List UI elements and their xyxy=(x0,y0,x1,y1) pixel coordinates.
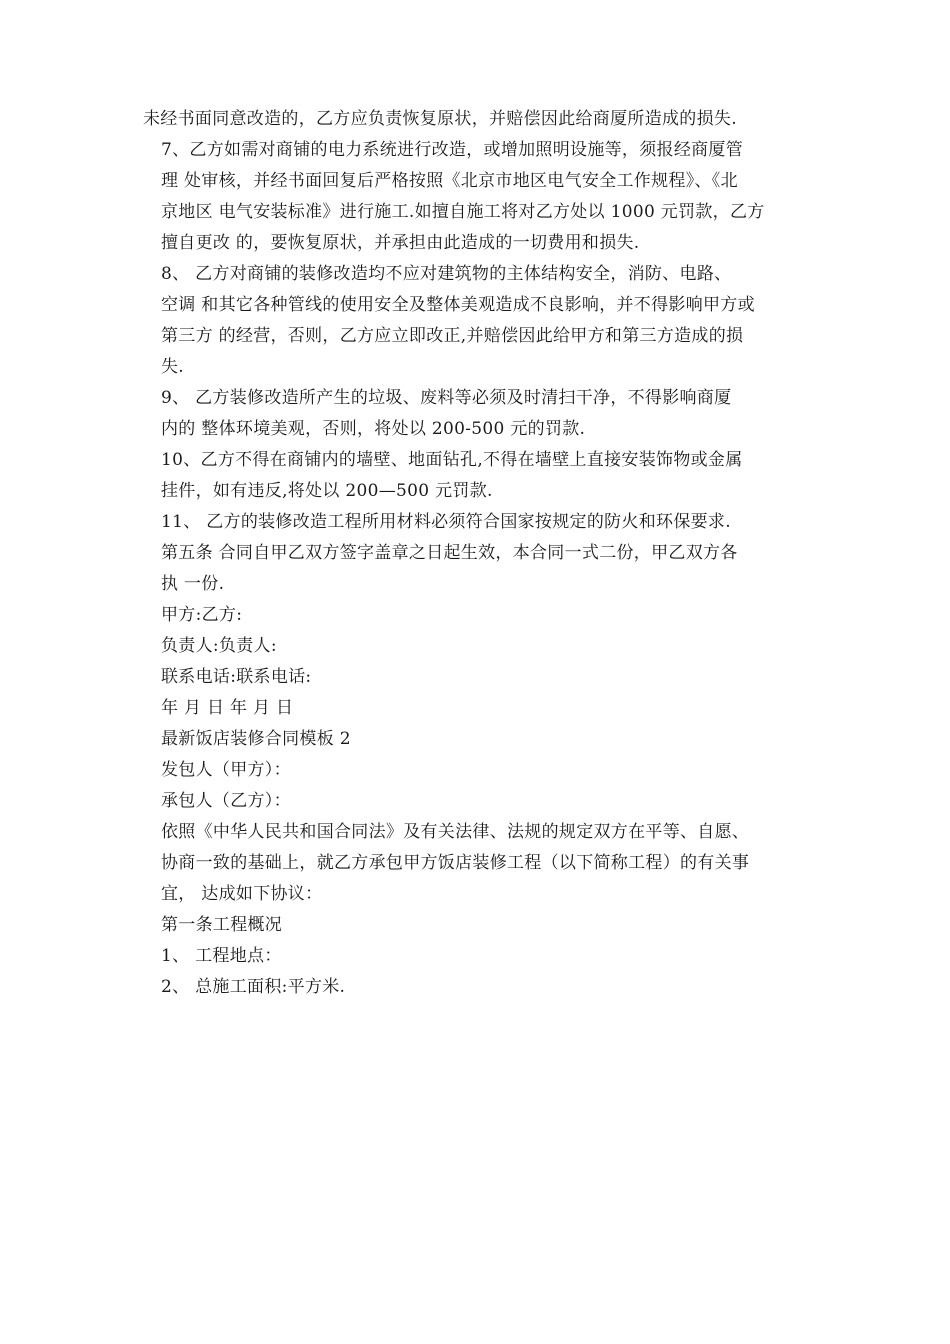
text-line: 挂件，如有违反,将处以 200—500 元罚款. xyxy=(161,481,493,501)
text-line: 甲方:乙方: xyxy=(161,605,243,625)
document-body xyxy=(143,104,819,1003)
text-line: 失. xyxy=(161,357,185,377)
paragraph xyxy=(143,817,819,910)
paragraph xyxy=(143,104,819,135)
paragraph xyxy=(143,135,819,259)
paragraph xyxy=(143,383,819,445)
text-line: 理 处审核，并经书面回复后严格按照《北京市地区电气安全工作规程》、《北 xyxy=(161,171,738,191)
text-line: 第五条 合同自甲乙双方签字盖章之日起生效，本合同一式二份，甲乙双方各 xyxy=(161,543,738,563)
text-line: 负责人:负责人: xyxy=(161,636,277,656)
text-line: 10、乙方不得在商铺内的墙壁、地面钻孔,不得在墙壁上直接安装饰物或金属 xyxy=(161,450,743,470)
text-line: 协商一致的基础上，就乙方承包甲方饭店装修工程（以下简称工程）的有关事 xyxy=(161,853,750,873)
paragraph xyxy=(143,538,819,600)
paragraph xyxy=(143,755,819,786)
text-line: 依照《中华人民共和国合同法》及有关法律、法规的规定双方在平等、自愿、 xyxy=(161,822,750,842)
text-line: 第三方 的经营，否则，乙方应立即改正,并赔偿因此给甲方和第三方造成的损 xyxy=(161,326,744,346)
text-line: 空调 和其它各种管线的使用安全及整体美观造成不良影响，并不得影响甲方或 xyxy=(161,295,755,315)
text-line: 9、 乙方装修改造所产生的垃圾、废料等必须及时清扫干净，不得影响商厦 xyxy=(161,388,732,408)
text-line: 最新饭店装修合同模板 2 xyxy=(161,729,351,749)
text-line: 年 月 日 年 月 日 xyxy=(161,698,294,718)
paragraph xyxy=(143,600,819,631)
text-line: 承包人（乙方）： xyxy=(161,791,291,811)
paragraph xyxy=(143,724,819,755)
text-line: 8、 乙方对商铺的装修改造均不应对建筑物的主体结构安全，消防、电路、 xyxy=(161,264,732,284)
paragraph xyxy=(143,786,819,817)
text-line: 7、乙方如需对商铺的电力系统进行改造，或增加照明设施等，须报经商厦管 xyxy=(161,140,744,160)
text-line: 联系电话:联系电话: xyxy=(161,667,312,687)
paragraph xyxy=(143,507,819,538)
paragraph xyxy=(143,259,819,383)
text-line: 京地区 电气安装标准》进行施工.如擅自施工将对乙方处以 1000 元罚款，乙方 xyxy=(161,202,765,222)
text-line: 擅自更改 的，要恢复原状，并承担由此造成的一切费用和损失. xyxy=(161,233,640,253)
text-line: 宜， 达成如下协议： xyxy=(161,884,323,904)
text-line: 11、 乙方的装修改造工程所用材料必须符合国家按规定的防火和环保要求. xyxy=(161,512,731,532)
text-line: 未经书面同意改造的，乙方应负责恢复原状，并赔偿因此给商厦所造成的损失. xyxy=(143,109,737,129)
text-line: 发包人（甲方）： xyxy=(161,760,291,780)
paragraph xyxy=(143,631,819,662)
paragraph xyxy=(143,693,819,724)
paragraph xyxy=(143,910,819,941)
text-line: 1、 工程地点： xyxy=(161,946,282,966)
text-line: 2、 总施工面积:平方米. xyxy=(161,977,346,997)
paragraph xyxy=(143,445,819,507)
paragraph xyxy=(143,972,819,1003)
text-line: 第一条工程概况 xyxy=(161,915,283,935)
paragraph xyxy=(143,662,819,693)
paragraph xyxy=(143,941,819,972)
text-line: 执 一份. xyxy=(161,574,225,594)
text-line: 内的 整体环境美观，否则，将处以 200-500 元的罚款. xyxy=(161,419,586,439)
